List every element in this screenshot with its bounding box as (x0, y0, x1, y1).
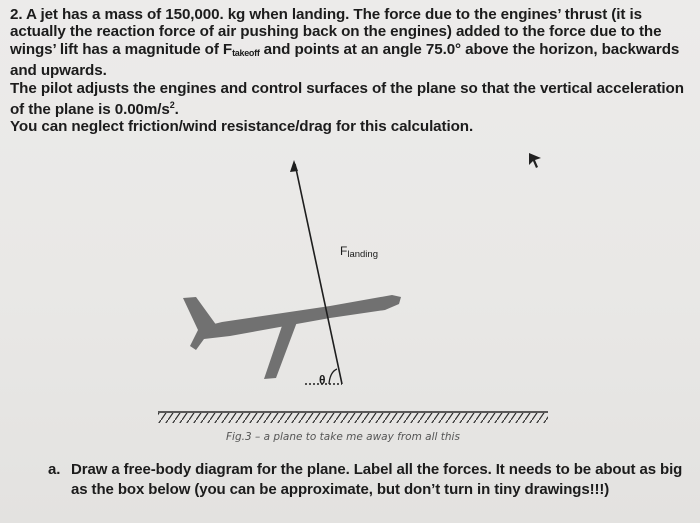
plane-drawing (183, 295, 401, 379)
plane-fuselage (198, 295, 401, 339)
squared-superscript: 2 (169, 100, 175, 111)
problem-statement (10, 6, 694, 136)
question-text: Draw a free-body diagram for the plane. Label all the forces. It needs to be about as big as the box below (you can be approximate, but don’t turn in tiny drawings!!!) (71, 461, 683, 498)
force-vector-line (295, 164, 342, 384)
angle-arc (329, 369, 337, 384)
problem-line-6 (10, 97, 694, 118)
plane-tail-fin (183, 297, 217, 350)
problem-line-3b: and points at an angle 75.0° above the horizon, backwards (259, 40, 680, 58)
cursor-arrow-icon (529, 153, 541, 168)
plane-diagram (0, 150, 700, 450)
problem-line-3 (10, 41, 694, 62)
problem-line-3a: wings’ lift has a magnitude of F (10, 40, 233, 58)
takeoff-subscript: takeoff (232, 47, 260, 58)
ground-hatching (158, 413, 548, 423)
angle-label: θ (319, 373, 326, 387)
figure-3 (0, 150, 700, 450)
problem-line-5: The pilot adjusts the engines and control surfaces of the plane so that the vertical acceleration (10, 79, 684, 97)
force-label-letter: F (340, 244, 348, 258)
figure-caption: Fig.3 – a plane to take me away from all this (226, 431, 460, 443)
problem-line-6a: of the plane is 0.00m/s (10, 101, 170, 119)
problem-line-6b: . (174, 101, 179, 119)
force-label (340, 244, 378, 260)
problem-line-2: actually the reaction force of air pushing back on the engines) added to the force due to the (10, 23, 662, 41)
question-marker: a. (48, 461, 61, 478)
problem-line-7: You can neglect friction/wind resistance/drag for this calculation. (10, 118, 474, 136)
force-label-subscript: landing (347, 249, 378, 260)
problem-line-4: and upwards. (10, 62, 107, 80)
problem-line-1: 2. A jet has a mass of 150,000. kg when landing. The force due to the engines’ thrust (it is (10, 6, 642, 23)
force-arrowhead-icon (290, 160, 298, 172)
